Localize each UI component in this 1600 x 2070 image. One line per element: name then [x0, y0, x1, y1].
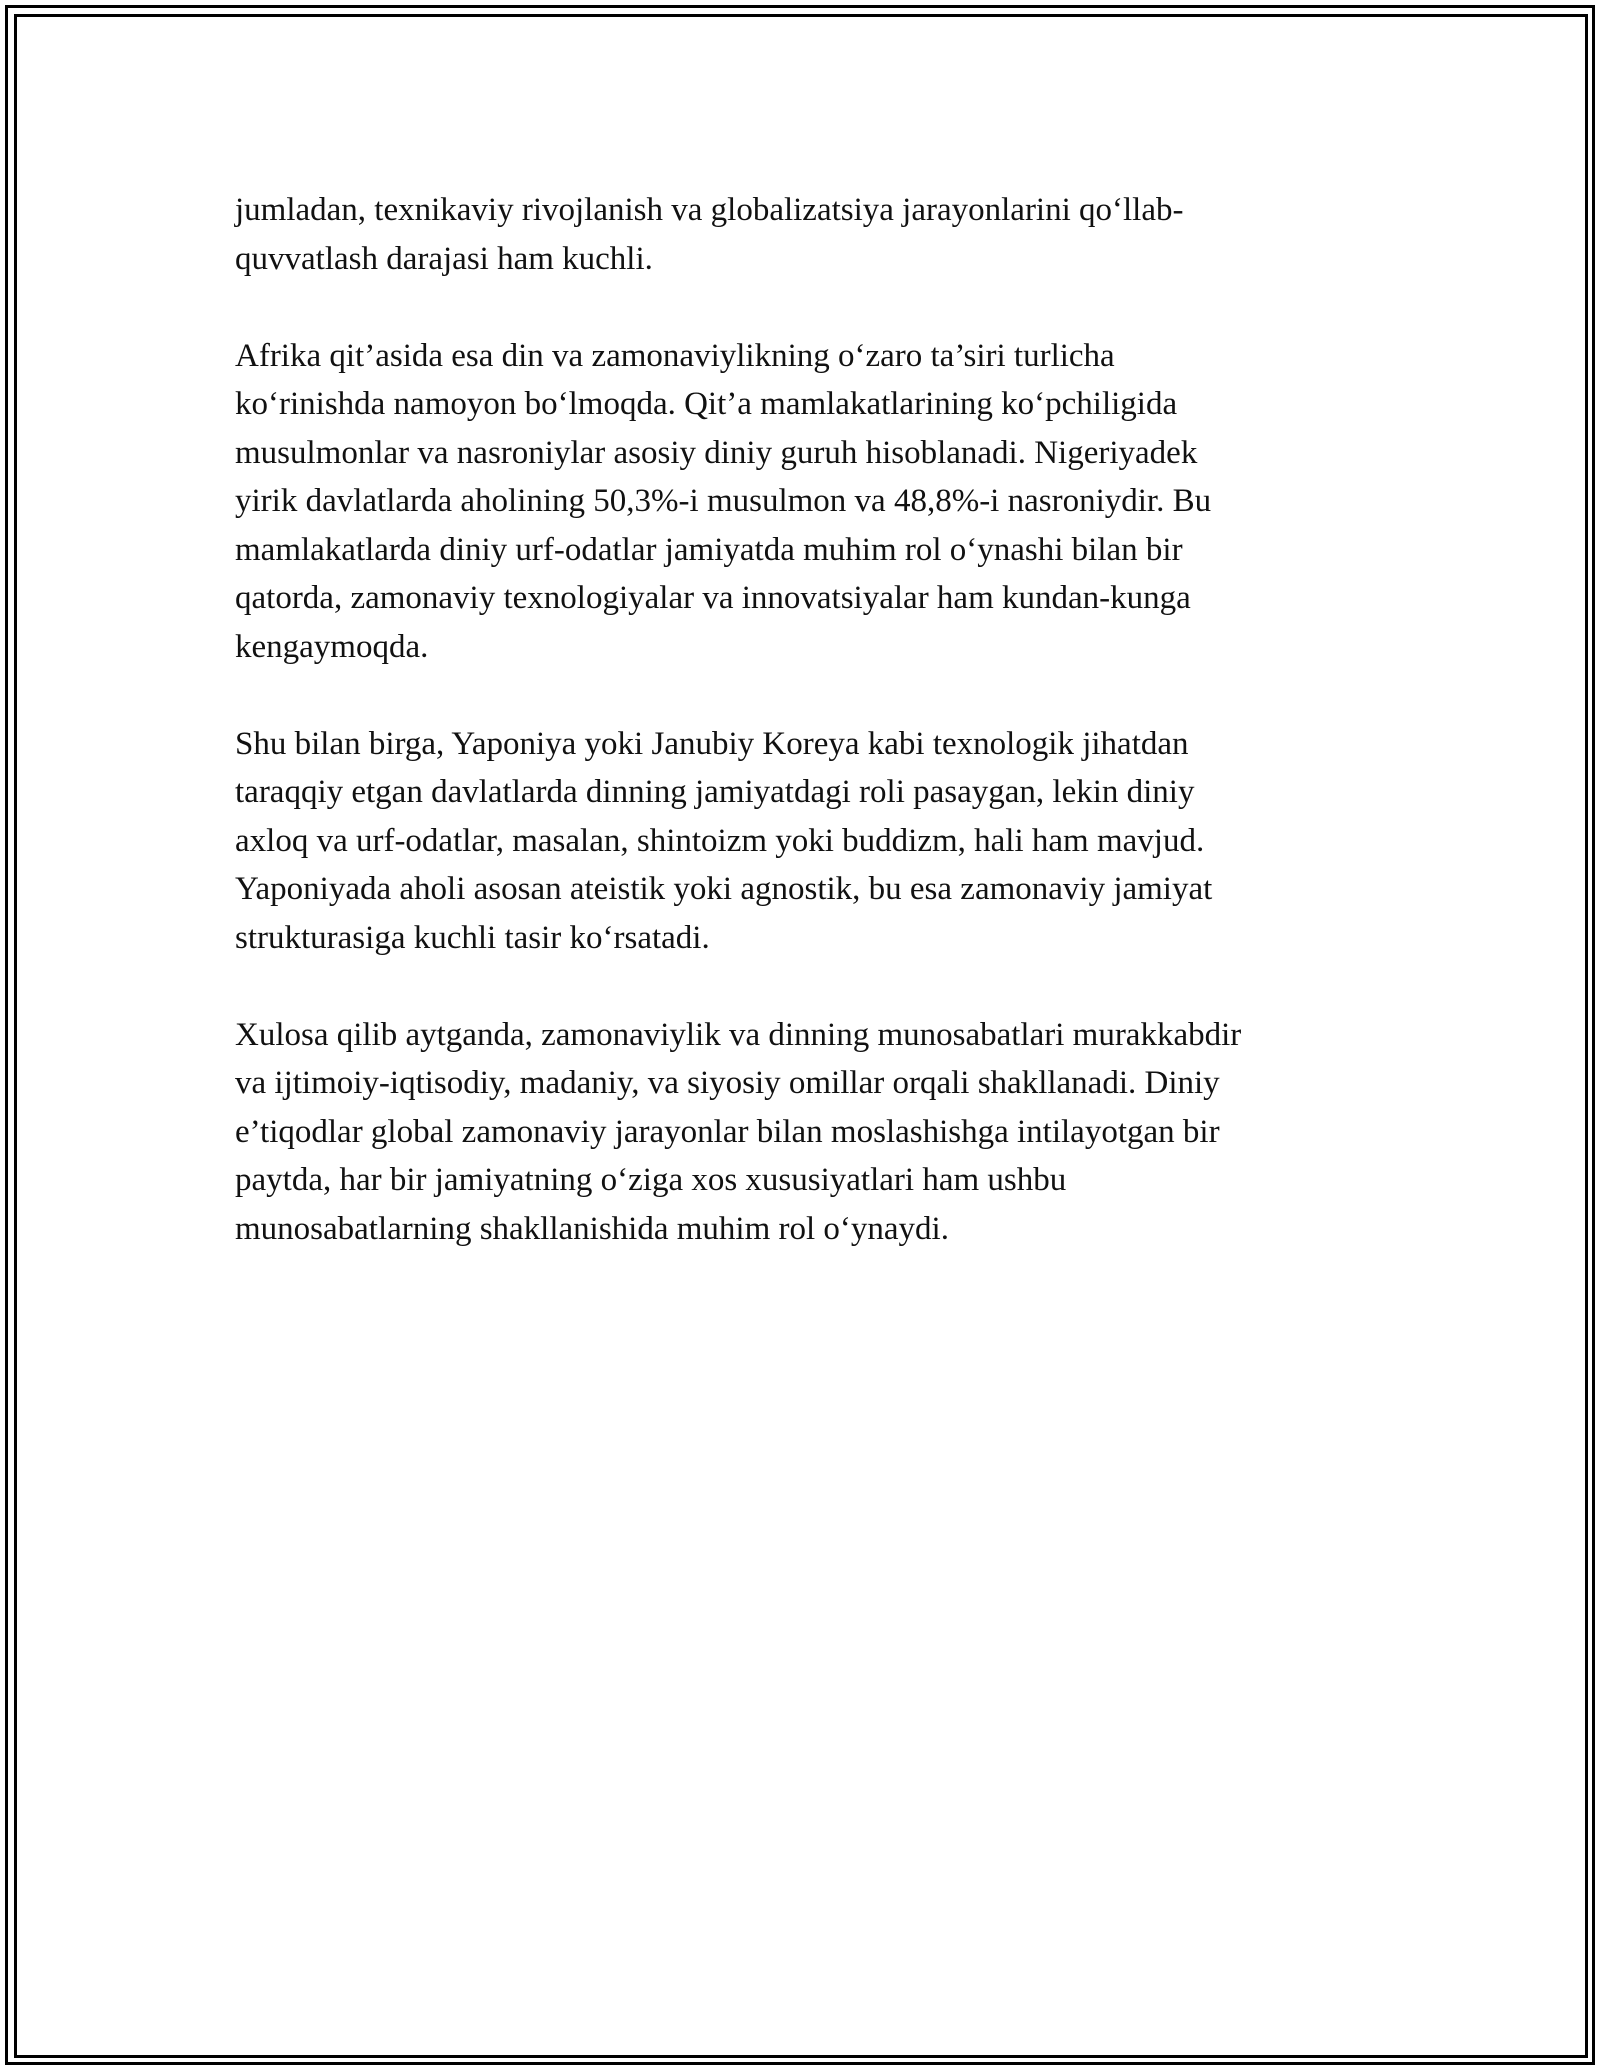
- text-line: Yaponiyada aholi asosan ateistik yoki agnostik, bu esa zamonaviy jamiyat: [235, 871, 1213, 907]
- paragraph-3: [235, 720, 1385, 963]
- text-line: qatorda, zamonaviy texnologiyalar va innovatsiyalar ham kundan-kunga: [235, 580, 1191, 616]
- text-line: e’tiqodlar global zamonaviy jarayonlar bilan moslashishga intilayotgan bir: [235, 1113, 1220, 1150]
- text-line: paytda, har bir jamiyatning o‘ziga xos xususiyatlari ham ushbu: [235, 1162, 1067, 1198]
- text-line: musulmonlar va nasroniylar asosiy diniy guruh hisoblanadi. Nigeriyadek: [235, 434, 1198, 471]
- text-line: Xulosa qilib aytganda, zamonaviylik va dinning munosabatlari murakkabdir: [235, 1016, 1242, 1053]
- text-line: munosabatlarning shakllanishida muhim rol o‘ynaydi.: [235, 1210, 949, 1247]
- text-line: va ijtimoiy-iqtisodiy, madaniy, va siyosiy omillar orqali shakllanadi. Diniy: [235, 1065, 1220, 1101]
- text-line: Afrika qit’asida esa din va zamonaviylikning o‘zaro ta’siri turlicha: [235, 337, 1115, 374]
- paragraph-1: [235, 186, 1385, 283]
- text-line: quvvatlash darajasi ham kuchli.: [235, 240, 653, 277]
- text-line: strukturasiga kuchli tasir ko‘rsatadi.: [235, 919, 710, 956]
- text-line: taraqqiy etgan davlatlarda dinning jamiyatdagi roli pasaygan, lekin diniy: [235, 774, 1195, 810]
- text-line: mamlakatlarda diniy urf-odatlar jamiyatda muhim rol o‘ynashi bilan bir: [235, 531, 1183, 568]
- text-line: axloq va urf-odatlar, masalan, shintoizm yoki buddizm, hali ham mavjud.: [235, 822, 1205, 859]
- text-line: ko‘rinishda namoyon bo‘lmoqda. Qit’a mamlakatlarining ko‘pchiligida: [235, 386, 1178, 422]
- text-line: kengaymoqda.: [235, 628, 429, 665]
- document-body: [235, 186, 1385, 1302]
- paragraph-4: [235, 1011, 1385, 1254]
- text-line: jumladan, texnikaviy rivojlanish va globalizatsiya jarayonlarini qo‘llab-: [235, 192, 1184, 228]
- text-line: yirik davlatlarda aholining 50,3%-i musulmon va 48,8%-i nasroniydir. Bu: [235, 483, 1212, 519]
- text-line: Shu bilan birga, Yaponiya yoki Janubiy Koreya kabi texnologik jihatdan: [235, 725, 1189, 762]
- paragraph-2: [235, 332, 1385, 672]
